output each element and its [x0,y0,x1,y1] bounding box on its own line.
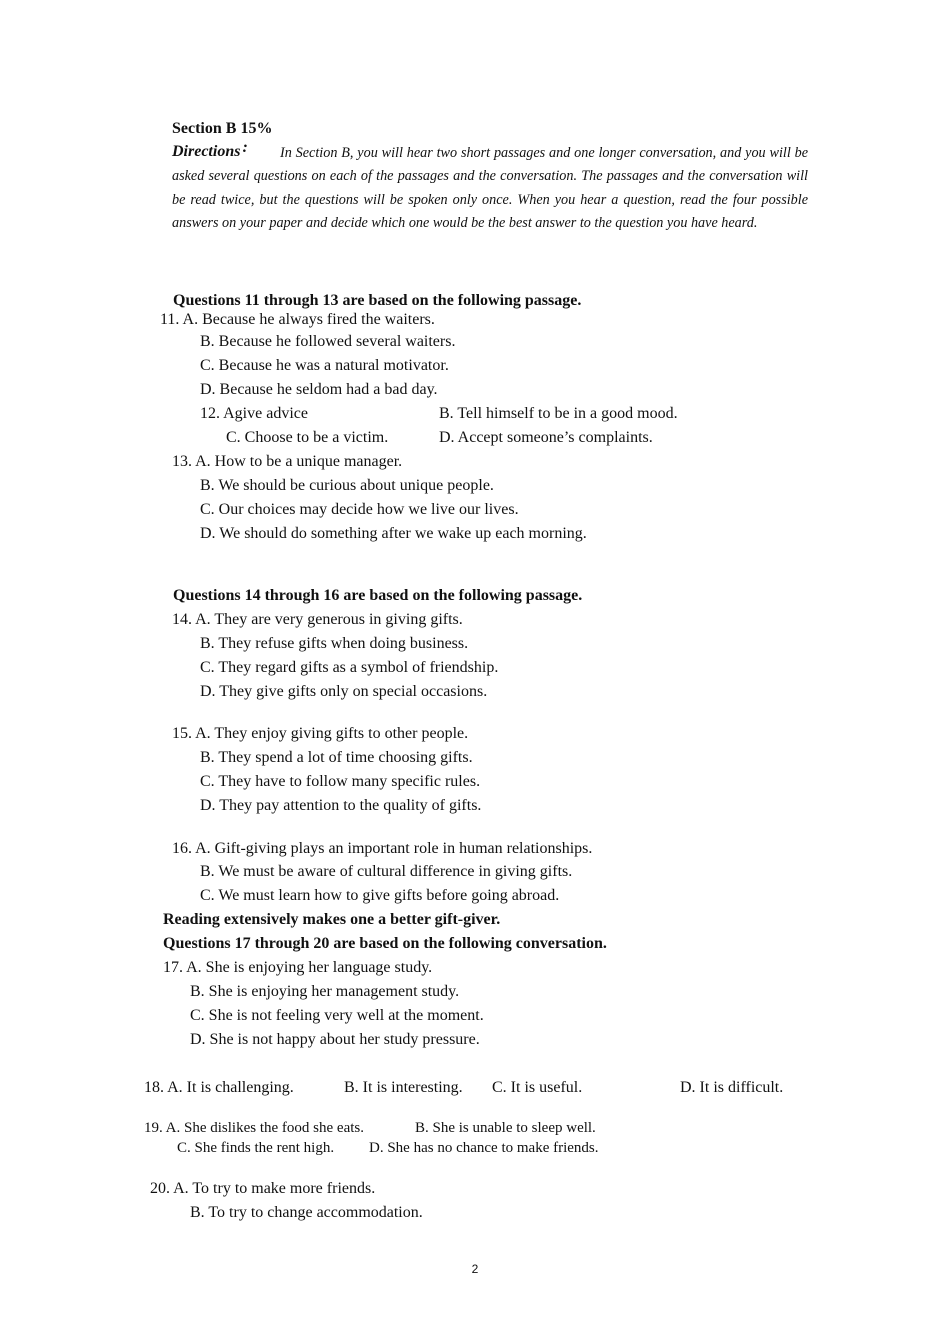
q20-option-b: B. To try to change accommodation. [190,1204,423,1221]
q19-option-c: C. She finds the rent high. [177,1140,335,1156]
q14-option-a: 14. A. They are very generous in giving gifts. [172,611,463,628]
q17-option-a: 17. A. She is enjoying her language study. [163,959,433,976]
q17-option-d: D. She is not happy about her study pressure. [190,1031,480,1048]
q13-option-c: C. Our choices may decide how we live our lives. [200,501,519,518]
q12-option-c: C. Choose to be a victim. [226,429,389,446]
q15-option-c: C. They have to follow many specific rules. [200,773,481,790]
q11-option-c: C. Because he was a natural motivator. [200,357,449,374]
q16-option-c: C. We must learn how to give gifts before going abroad. [200,887,560,904]
q15-option-b: B. They spend a lot of time choosing gifts. [200,749,473,766]
q16-option-a: 16. A. Gift-giving plays an important role in human relationships. [172,840,593,857]
group3-heading: Questions 17 through 20 are based on the following conversation. [163,935,607,952]
q19-option-d: D. She has no chance to make friends. [369,1140,599,1156]
directions-text [172,142,808,235]
q18-option-b: B. It is interesting. [344,1079,463,1096]
q13-option-b: B. We should be curious about unique people. [200,477,494,494]
q18-option-d: D. It is difficult. [680,1079,784,1096]
q12-option-d: D. Accept someone’s complaints. [439,429,653,446]
group2-heading: Questions 14 through 16 are based on the following passage. [173,587,583,604]
q20-option-a: 20. A. To try to make more friends. [150,1180,376,1197]
q12-option-b: B. Tell himself to be in a good mood. [439,405,678,422]
q11-option-b: B. Because he followed several waiters. [200,333,456,350]
q14-option-c: C. They regard gifts as a symbol of friendship. [200,659,499,676]
directions-label-text: Directions [172,143,241,160]
q16-option-b: B. We must be aware of cultural difference in giving gifts. [200,863,573,880]
q18-option-c: C. It is useful. [492,1079,583,1096]
q15-option-d: D. They pay attention to the quality of gifts. [200,797,482,814]
q13-option-a: 13. A. How to be a unique manager. [172,453,403,470]
q11-option-a: 11. A. Because he always fired the waiters. [160,311,435,328]
q18-option-a: 18. A. It is challenging. [144,1079,294,1096]
q15-option-a: 15. A. They enjoy giving gifts to other people. [172,725,469,742]
directions-body: In Section B, you will hear two short passages and one longer conversation, and you will be asked several questions on each of the passages and the conversation. The passages and the conversation will be read twice, but the questions will be spoken only once. When you hear a question, read the four possible answers on your paper and decide which one would be the best answer to the question you have heard. [172,145,808,231]
q14-option-d: D. They give gifts only on special occasions. [200,683,488,700]
group1-heading: Questions 11 through 13 are based on the following passage. [173,292,582,309]
q14-option-b: B. They refuse gifts when doing business. [200,635,469,652]
q17-option-c: C. She is not feeling very well at the moment. [190,1007,484,1024]
q17-option-b: B. She is enjoying her management study. [190,983,460,1000]
directions-colon: : [242,139,248,156]
page-number: 2 [471,1262,479,1276]
q13-option-d: D. We should do something after we wake up each morning. [200,525,587,542]
q12-option-a: 12. Agive advice [200,405,308,422]
q19-option-a: 19. A. She dislikes the food she eats. [144,1120,364,1136]
q19-option-b: B. She is unable to sleep well. [415,1120,596,1136]
q16-option-d: Reading extensively makes one a better gift-giver. [163,911,501,928]
q11-option-d: D. Because he seldom had a bad day. [200,381,438,398]
section-title: Section B 15% [172,120,273,137]
